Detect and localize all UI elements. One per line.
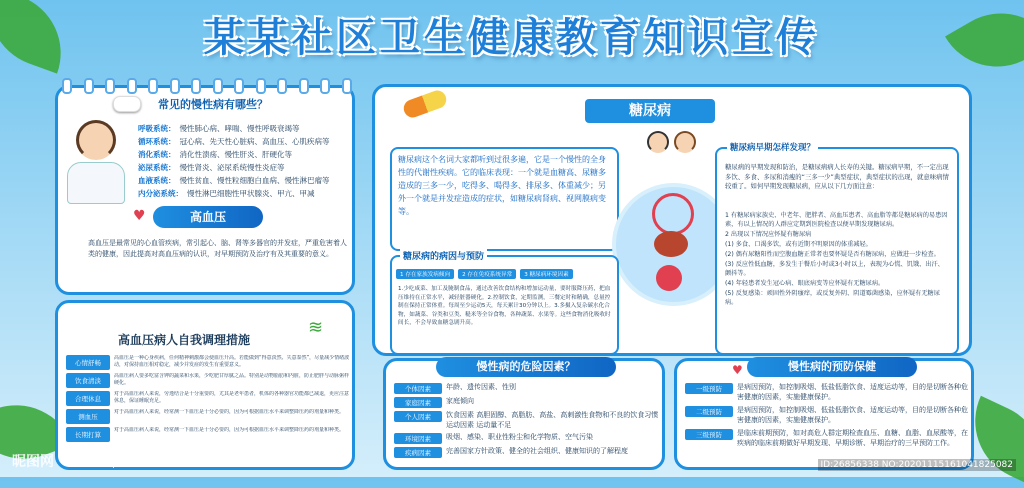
common-item-text: 慢性肾炎、泌尿系统慢性炎症等 xyxy=(179,163,285,172)
page-title: 某某社区卫生健康教育知识宣传 xyxy=(204,15,820,61)
early-point: (1) 多食、口渴多饮，或有近期不明原因的体重减轻。 xyxy=(725,241,872,248)
diabetes-heading: 糖尿病 xyxy=(585,99,715,123)
common-item xyxy=(138,175,353,186)
early-point: (3) 反应性低血糖，多发生于餐后小时或3小时以上，表现为心慌、饥饿、出汗、颤抖等。 xyxy=(725,261,944,277)
binder-rings xyxy=(62,78,352,88)
self-care-list xyxy=(66,355,351,445)
common-item xyxy=(138,188,353,199)
risk-tag: 家庭因素 xyxy=(394,397,442,408)
common-item-label: 泌尿系统： xyxy=(138,163,176,172)
early-point: 2 出现以下情况应怀疑有糖尿病 xyxy=(725,231,812,238)
prevent-row xyxy=(685,383,970,402)
common-item xyxy=(138,136,353,147)
common-item-text: 消化性溃疡、慢性肝炎、肝硬化等 xyxy=(179,150,292,159)
risk-text: 年龄、遗传因素、性别 xyxy=(446,383,516,391)
self-care-tag: 心情舒畅 xyxy=(66,355,110,370)
cause-box xyxy=(390,252,619,355)
prevent-heading: 慢性病的预防保健 xyxy=(747,357,917,377)
self-care-row xyxy=(66,355,351,370)
common-heading: 常见的慢性病有哪些？ xyxy=(158,98,268,111)
self-care-text: 对于高血压病人来说，经常测一下血压是十分必要的，因为可根据血压水平来调整降压药的剂量和种类。 xyxy=(114,409,345,415)
early-points xyxy=(725,211,949,308)
common-item-text: 冠心病、先天性心脏病、高血压、心肌疾病等 xyxy=(179,137,330,146)
cause-tag: 2 存在免疫系统异常 xyxy=(458,269,516,279)
risk-row xyxy=(394,411,662,430)
common-item-label: 血液系统： xyxy=(138,176,176,185)
risk-tag: 个体因素 xyxy=(394,383,442,394)
diabetes-panel xyxy=(372,84,972,356)
risk-tag: 疾病因素 xyxy=(394,447,442,458)
common-item-text: 慢性贫血、慢性粒细胞白血病、慢性淋巴瘤等 xyxy=(179,176,330,185)
risk-tag: 环境因素 xyxy=(394,433,442,444)
self-care-row xyxy=(66,427,351,442)
common-item xyxy=(138,123,353,134)
risk-row xyxy=(394,433,662,444)
dna-icon: ≋ xyxy=(308,317,324,338)
risk-heading: 慢性病的危险因素？ xyxy=(436,357,616,377)
common-disease-panel xyxy=(55,85,355,295)
self-care-panel xyxy=(55,300,355,470)
diabetes-intro-box xyxy=(390,147,619,251)
self-care-tag: 测血压 xyxy=(66,409,110,424)
self-care-text: 高血压是一种心身疾病，任何精神刺激都会使血压升高。若能做到“得意淡然、失意泰然”，尽量减少情绪波动，对保持血压相对稳定，减少并发症的发生有重要意义。 xyxy=(114,355,350,368)
prevent-tag: 二级预防 xyxy=(685,406,733,417)
watermark-site: www.nipic.com xyxy=(80,459,148,469)
common-item-label: 呼吸系统： xyxy=(138,124,176,133)
risk-panel xyxy=(383,358,665,470)
risk-text: 吸烟、感染、职业性粉尘和化学物质、空气污染 xyxy=(446,433,593,441)
self-care-tag: 长期打算 xyxy=(66,427,110,442)
liver-icon xyxy=(654,231,688,257)
prevent-text: 是病因预防，如控制吸烟、低盐低脂饮食、适度运动等，目的是切断各种危害健康的因素，实施健康保护。 xyxy=(737,383,968,401)
risk-row xyxy=(394,397,662,408)
capsule-icon xyxy=(401,88,449,120)
self-care-text: 高血压病人要多吃富含钾的蔬菜和水果，少吃肥甘厚腻之品。特别是动物脂肪和内脏，防止肥胖与动脉粥样硬化。 xyxy=(114,373,350,386)
heart-icon: ♥ xyxy=(133,208,146,224)
hypertension-text: 高血压是最常见的心血管疾病，常引起心、脑、肾等多器官的并发症，严重危害着人类的健康，因此提高对高血压病的认识，对早期预防及治疗有及其重要的意义。 xyxy=(88,239,347,258)
prevent-text: 是临床前期预防，如对高危人群定期检查血压、血糖、血脂、血尿酸等，在疾病的临床前期做好早期发现、早期诊断、早期治疗的三早预防工作。 xyxy=(737,429,968,447)
risk-text: 饮食因素 高胆固醇、高脂肪、高盐、高刺激性食物和不良的饮食习惯 运动因素 运动量不足 xyxy=(446,411,659,429)
risk-row xyxy=(394,447,662,458)
food-forbidden-icon xyxy=(652,193,694,235)
watermark-logo: 昵图网 xyxy=(12,454,54,470)
common-item xyxy=(138,149,353,160)
prevent-row xyxy=(685,406,970,425)
common-item-label: 内分泌系统： xyxy=(138,189,183,198)
common-item-text: 慢性淋巴细胞性甲状腺炎、甲亢、甲减 xyxy=(187,189,315,198)
early-box xyxy=(715,143,959,355)
cause-tag: 1 存在家族发病倾向 xyxy=(396,269,454,279)
prevent-text: 是病因预防，如控制吸烟、低盐低脂饮食、适度运动等，目的是切断各种危害健康的因素，实施健康保护。 xyxy=(737,406,968,424)
risk-text: 完善国家方针政策、健全的社会组织、健康知识的了解程度 xyxy=(446,447,628,455)
self-care-text: 对于高血压病人来说，经常测一下血压是十分必要的，因为可根据血压水平来调整降压药的剂量和种类。 xyxy=(114,427,345,433)
common-item-label: 消化系统： xyxy=(138,150,176,159)
common-item xyxy=(138,162,353,173)
self-care-text: 对于高血压病人来说，劳逸结合是十分重要的，尤其是老年患者，机体的各种器官功能都已减退，更应注意休息，保证睡眠充足。 xyxy=(114,391,350,404)
cause-text: 1.少吃咸菜、加工及腌制食品，通过改善饮食结构和增加运动量，要时服降压药，把血压维持在正常水平，减轻脏器硬化。2.控制饮食，定期监测，三餐定时和精确，总量控制在保持正常体重。每周至少运动5天，每天累计30分钟以上。3.多摄入复杂碳水化合物，如蔬菜、谷类和豆类、糙米等全谷食物，各种蔬菜、水果等。这些食物消化吸收时间长，不会导致血糖急剧升高。 xyxy=(398,286,611,326)
diabetes-intro: 糖尿病这个名词大家都听到过很多遍，它是一个慢性的全身性的代谢性疾病。它的临床表现：一个就是血糖高、尿糖多造成的三多一少，吃得多、喝得多、排尿多、体重减少；另外一个就是并发症造成的症状，如糖尿病肾病、视网膜病变等。 xyxy=(398,155,606,216)
risk-text: 家庭倾向 xyxy=(446,397,474,405)
watermark-id: ID:26856338 NO:20201115161041825082 xyxy=(818,459,1017,471)
pill-icon xyxy=(113,96,141,112)
prevent-panel xyxy=(674,358,974,470)
early-point: (4) 年轻患者发生冠心病、眼底病变等应怀疑有无糖尿病。 xyxy=(725,280,885,287)
heart-icon: ♥ xyxy=(732,363,743,377)
cause-tags xyxy=(396,269,573,279)
early-heading: 糖尿病早期怎样发现？ xyxy=(727,141,818,153)
early-point: (2) 偶有尿糖阳性而空腹血糖正常者也要怀疑是否有糖尿病，应做进一步检查。 xyxy=(725,251,940,258)
cause-heading: 糖尿病的病因与预防 xyxy=(400,249,487,262)
risk-list xyxy=(394,383,662,461)
doctors-figure xyxy=(647,131,697,181)
risk-tag: 个人因素 xyxy=(394,411,442,422)
cause-tag: 3 糖尿病环境因素 xyxy=(520,269,573,279)
early-point: (5) 反复感染：顽固性外阴瘙痒，或反复外阴、阴道霉菌感染，应怀疑有无糖尿病。 xyxy=(725,290,940,306)
prevent-list xyxy=(685,383,970,452)
self-care-row xyxy=(66,409,351,424)
common-item-label: 循环系统： xyxy=(138,137,176,146)
doctor-avatar xyxy=(66,120,126,200)
common-disease-list xyxy=(138,123,353,201)
risk-row xyxy=(394,383,662,394)
self-care-row xyxy=(66,373,351,388)
self-care-row xyxy=(66,391,351,406)
self-care-tag: 饮食清淡 xyxy=(66,373,110,388)
prevent-tag: 一级预防 xyxy=(685,383,733,394)
prevent-tag: 三级预防 xyxy=(685,429,733,440)
common-item-text: 慢性肺心病、哮喘、慢性呼吸衰竭等 xyxy=(179,124,300,133)
early-point: 1 有糖尿病家族史、中老年、肥胖者、高血压患者、高血脂等都是糖尿病的易患因素，有以上情况的人群应定期到医院检查以便早期发现糖尿病。 xyxy=(725,212,948,228)
prevent-row xyxy=(685,429,970,448)
fruit-icon xyxy=(656,265,682,291)
early-intro: 糖尿病的早期发现和防治，是糖尿病病人长寿的关键。糖尿病早期，不一定出现多饮、多食、多尿和消瘦的“三多一少”典型症状，典型症状的出现，就意味病情较重了。如何早期发现糖尿病，应从以下几方面注意： xyxy=(725,163,949,190)
self-care-tag: 合理休息 xyxy=(66,391,110,406)
hypertension-heading: 高血压 xyxy=(153,206,263,228)
self-care-heading: 高血压病人自我调理措施 xyxy=(118,333,251,347)
